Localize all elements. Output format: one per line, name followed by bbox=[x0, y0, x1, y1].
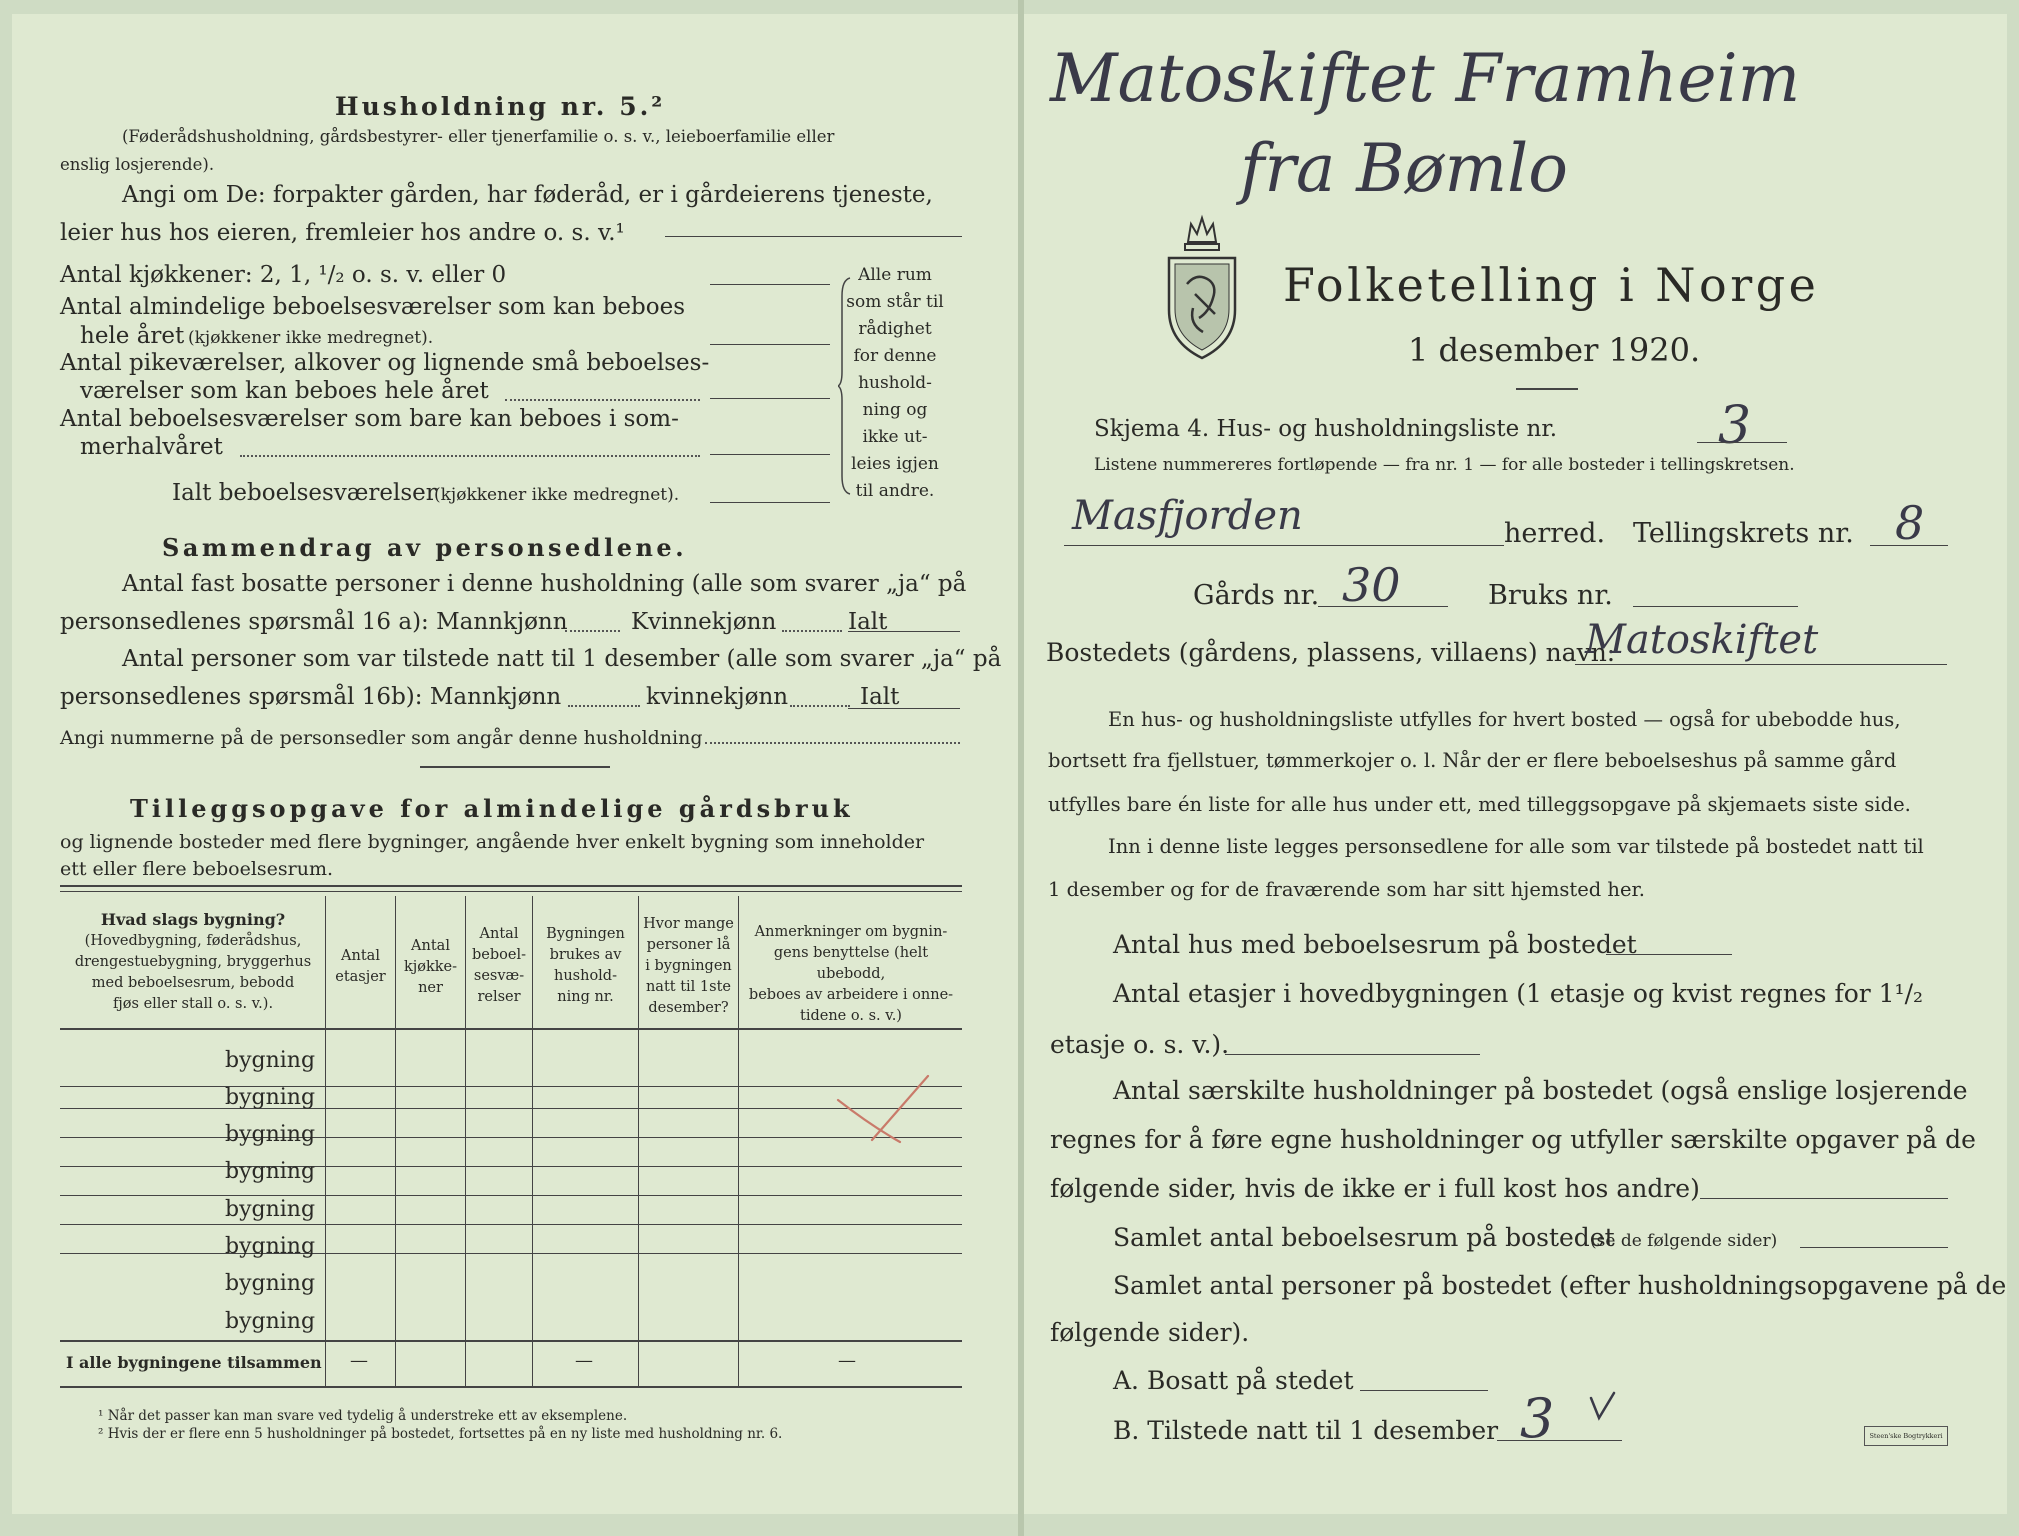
tillegg-sub-2: ett eller flere beboelsesrum. bbox=[60, 858, 334, 880]
skjema-number: 3 bbox=[1718, 396, 1752, 456]
antal-pike-1: Antal pikeværelser, alkover og lignende små beboelses- bbox=[60, 350, 710, 376]
sammendrag-p1-2: personsedlenes spørsmål 16 a): Mannkjønn bbox=[60, 609, 568, 635]
table-header-personer: Hvor mange personer lå i bygningen natt til 1ste desember? bbox=[643, 916, 734, 1017]
section-divider bbox=[420, 766, 610, 768]
handwritten-note-2: fra Bømlo bbox=[1240, 130, 1568, 207]
sammendrag-p2-ialt: Ialt bbox=[860, 684, 900, 710]
skjema-label: Skjema 4. Hus- og husholdningsliste nr. bbox=[1094, 416, 1558, 442]
footnote-1: ¹ Når det passer kan man svare ved tydelig å understreke ett av eksemplene. bbox=[98, 1408, 628, 1424]
tellingskrets-value: 8 bbox=[1895, 496, 1925, 550]
sammendrag-p2-2: personsedlenes spørsmål 16b): Mannkjønn bbox=[60, 684, 562, 710]
table-header-col1: Hvad slags bygning? (Hovedbygning, føderådshus, drengestuebygning, bryggerhus med beboelsesrum, bebodd fjøs eller stall o. s. v.). bbox=[74, 910, 312, 1013]
gards-label: Gårds nr. bbox=[1193, 580, 1320, 611]
sammendrag-p2-kvinne: kvinnekjønn bbox=[646, 684, 789, 710]
table-row: bygning bbox=[225, 1085, 316, 1110]
angi-line-1: Angi om De: forpakter gården, har føderåd, er i gårdeierens tjeneste, bbox=[122, 182, 933, 208]
question-beboelsesrum: Samlet antal beboelsesrum på bostedet bbox=[1113, 1223, 1615, 1252]
table-row: bygning bbox=[225, 1048, 316, 1073]
table-row: bygning bbox=[225, 1234, 316, 1259]
table-row: bygning bbox=[225, 1271, 316, 1296]
herred-value: Masfjorden bbox=[1072, 493, 1303, 539]
sammendrag-title: Sammendrag av personsedlene. bbox=[162, 533, 688, 562]
side-note: Alle rum som står til rådighet for denne hushold- ning og ikke ut- leies igjen til andre. bbox=[846, 265, 944, 501]
instruction-3: utfylles bare én liste for alle hus under ett, med tilleggsopgave på skjemaets siste side. bbox=[1048, 793, 1911, 816]
bruks-label: Bruks nr. bbox=[1488, 580, 1613, 611]
table-row: bygning bbox=[225, 1309, 316, 1334]
checkmark-icon bbox=[1588, 1390, 1618, 1424]
footnote-2: ² Hvis der er flere enn 5 husholdninger på bostedet, fortsettes på en ny liste med husholdning nr. 6. bbox=[98, 1426, 783, 1442]
pike-answer-line bbox=[710, 398, 830, 399]
instruction-2: bortsett fra fjellstuer, tømmerkojer o. l. Når der er flere beboelseshus på samme gård bbox=[1048, 749, 1897, 772]
gards-value: 30 bbox=[1342, 558, 1401, 612]
listene-note: Listene nummereres fortløpende — fra nr. 1 — for alle bosteder i tellingskretsen. bbox=[1094, 455, 1795, 475]
table-row: bygning bbox=[225, 1197, 316, 1222]
ialt-label: Ialt beboelsesværelser bbox=[172, 480, 437, 506]
instruction-4: Inn i denne liste legges personsedlene for alle som var tilstede på bostedet natt til bbox=[1108, 835, 1924, 858]
sammendrag-angi: Angi nummerne på de personsedler som angår denne husholdning bbox=[60, 727, 703, 749]
kjokkener-answer-line bbox=[710, 284, 830, 285]
husholdning-subtitle-2: enslig losjerende). bbox=[60, 155, 215, 174]
brace-icon bbox=[838, 276, 852, 496]
antal-alm-2: hele året bbox=[80, 323, 185, 349]
antal-alm-2-small: (kjøkkener ikke medregnet). bbox=[188, 328, 434, 348]
question-husholdninger-2: regnes for å føre egne husholdninger og utfyller særskilte opgaver på de bbox=[1050, 1125, 1976, 1154]
ialt-answer-line bbox=[710, 502, 830, 503]
tillegg-sub-1: og lignende bosteder med flere bygninger, angående hver enkelt bygning som inneholder bbox=[60, 831, 925, 853]
question-etasjer-2: etasje o. s. v.). bbox=[1050, 1030, 1230, 1059]
tellingskrets-label: Tellingskrets nr. bbox=[1633, 518, 1854, 549]
sammendrag-p2-1: Antal personer som var tilstede natt til 1 desember (alle som svarer „ja“ på bbox=[122, 646, 1002, 672]
bostedet-value: Matoskiftet bbox=[1585, 617, 1819, 663]
total-dash: — bbox=[575, 1350, 593, 1371]
sommer-answer-line bbox=[710, 454, 830, 455]
table-header-etasjer: Antal etasjer bbox=[335, 948, 386, 986]
table-row: bygning bbox=[225, 1122, 316, 1147]
table-header-beboelses: Antal beboel- sesvæ- relser bbox=[472, 926, 526, 1006]
alm-answer-line bbox=[710, 344, 830, 345]
question-husholdninger-1: Antal særskilte husholdninger på bostedet (også enslige losjerende bbox=[1113, 1076, 1968, 1105]
tillegg-title: Tilleggsopgave for almindelige gårdsbruk bbox=[130, 794, 854, 823]
instruction-5: 1 desember og for de fraværende som har sitt hjemsted her. bbox=[1048, 878, 1645, 901]
question-bosatt: A. Bosatt på stedet bbox=[1113, 1366, 1354, 1395]
title-divider bbox=[1516, 388, 1578, 390]
table-header-kjokkener: Antal kjøkke- ner bbox=[403, 938, 458, 997]
table-bottom-rule bbox=[60, 1340, 962, 1342]
husholdning-subtitle-1: (Føderådshusholdning, gårdsbestyrer- eller tjenerfamilie o. s. v., leieboerfamilie eller bbox=[122, 127, 835, 146]
bostedet-label: Bostedets (gårdens, plassens, villaens) navn: bbox=[1046, 638, 1616, 667]
table-total-rule bbox=[60, 1386, 962, 1388]
question-tilstede: B. Tilstede natt til 1 desember bbox=[1113, 1416, 1499, 1445]
antal-kjokkener: Antal kjøkkener: 2, 1, ¹/₂ o. s. v. eller 0 bbox=[60, 262, 507, 288]
sammendrag-p1-ialt: Ialt bbox=[848, 609, 888, 635]
table-header-anmerkninger: Anmerkninger om bygnin- gens benyttelse (helt ubebodd, beboes av arbeidere i onne- tidene o. s. v.) bbox=[748, 924, 954, 1025]
page-title: Folketelling i Norge bbox=[1283, 258, 1820, 312]
norway-coat-of-arms-icon bbox=[1163, 214, 1241, 362]
total-dash: — bbox=[350, 1350, 368, 1371]
antal-sommer-1: Antal beboelsesværelser som bare kan beboes i som- bbox=[60, 406, 679, 432]
question-personer-2: følgende sider). bbox=[1050, 1318, 1250, 1347]
instruction-1: En hus- og husholdningsliste utfylles for hvert bosted — også for ubebodde hus, bbox=[1108, 708, 1901, 731]
table-header-rule bbox=[60, 1028, 962, 1030]
red-cross-mark bbox=[830, 1070, 940, 1150]
printer-stamp: Steen'ske Bogtrykkeri bbox=[1864, 1426, 1948, 1446]
herred-label: herred. bbox=[1504, 518, 1606, 549]
question-personer-1: Samlet antal personer på bostedet (efter husholdningsopgavene på de bbox=[1113, 1271, 2007, 1300]
antal-pike-2: værelser som kan beboes hele året bbox=[80, 378, 489, 404]
table-row: bygning bbox=[225, 1159, 316, 1184]
ialt-small: (kjøkkener ikke medregnet). bbox=[434, 485, 680, 505]
table-header-brukes: Bygningen brukes av hushold- ning nr. bbox=[546, 926, 625, 1006]
tilstede-value: 3 bbox=[1520, 1387, 1555, 1450]
question-beboelsesrum-small: (se de følgende sider) bbox=[1590, 1231, 1778, 1251]
angi-line-2: leier hus hos eieren, fremleier hos andre o. s. v.¹ bbox=[60, 220, 625, 246]
page-fold bbox=[1018, 0, 1024, 1536]
total-dash: — bbox=[838, 1350, 856, 1371]
table-total-label: I alle bygningene tilsammen bbox=[66, 1353, 322, 1372]
table-top-rule bbox=[60, 885, 962, 887]
question-etasjer-1: Antal etasjer i hovedbygningen (1 etasje og kvist regnes for 1¹/₂ bbox=[1113, 979, 1924, 1008]
question-hus: Antal hus med beboelsesrum på bostedet bbox=[1113, 930, 1637, 959]
antal-sommer-2: merhalvåret bbox=[80, 434, 223, 460]
sammendrag-p1-kvinne: Kvinnekjønn bbox=[631, 609, 777, 635]
angi-answer-line bbox=[665, 236, 962, 237]
question-husholdninger-3: følgende sider, hvis de ikke er i full kost hos andre) bbox=[1050, 1174, 1700, 1203]
husholdning-title: Husholdning nr. 5.² bbox=[335, 92, 666, 121]
handwritten-note-1: Matoskiftet Framheim bbox=[1050, 40, 1801, 117]
antal-alm-1: Antal almindelige beboelsesværelser som kan beboes bbox=[60, 294, 686, 320]
census-date: 1 desember 1920. bbox=[1408, 331, 1701, 369]
sammendrag-p1-1: Antal fast bosatte personer i denne husholdning (alle som svarer „ja“ på bbox=[122, 571, 967, 597]
